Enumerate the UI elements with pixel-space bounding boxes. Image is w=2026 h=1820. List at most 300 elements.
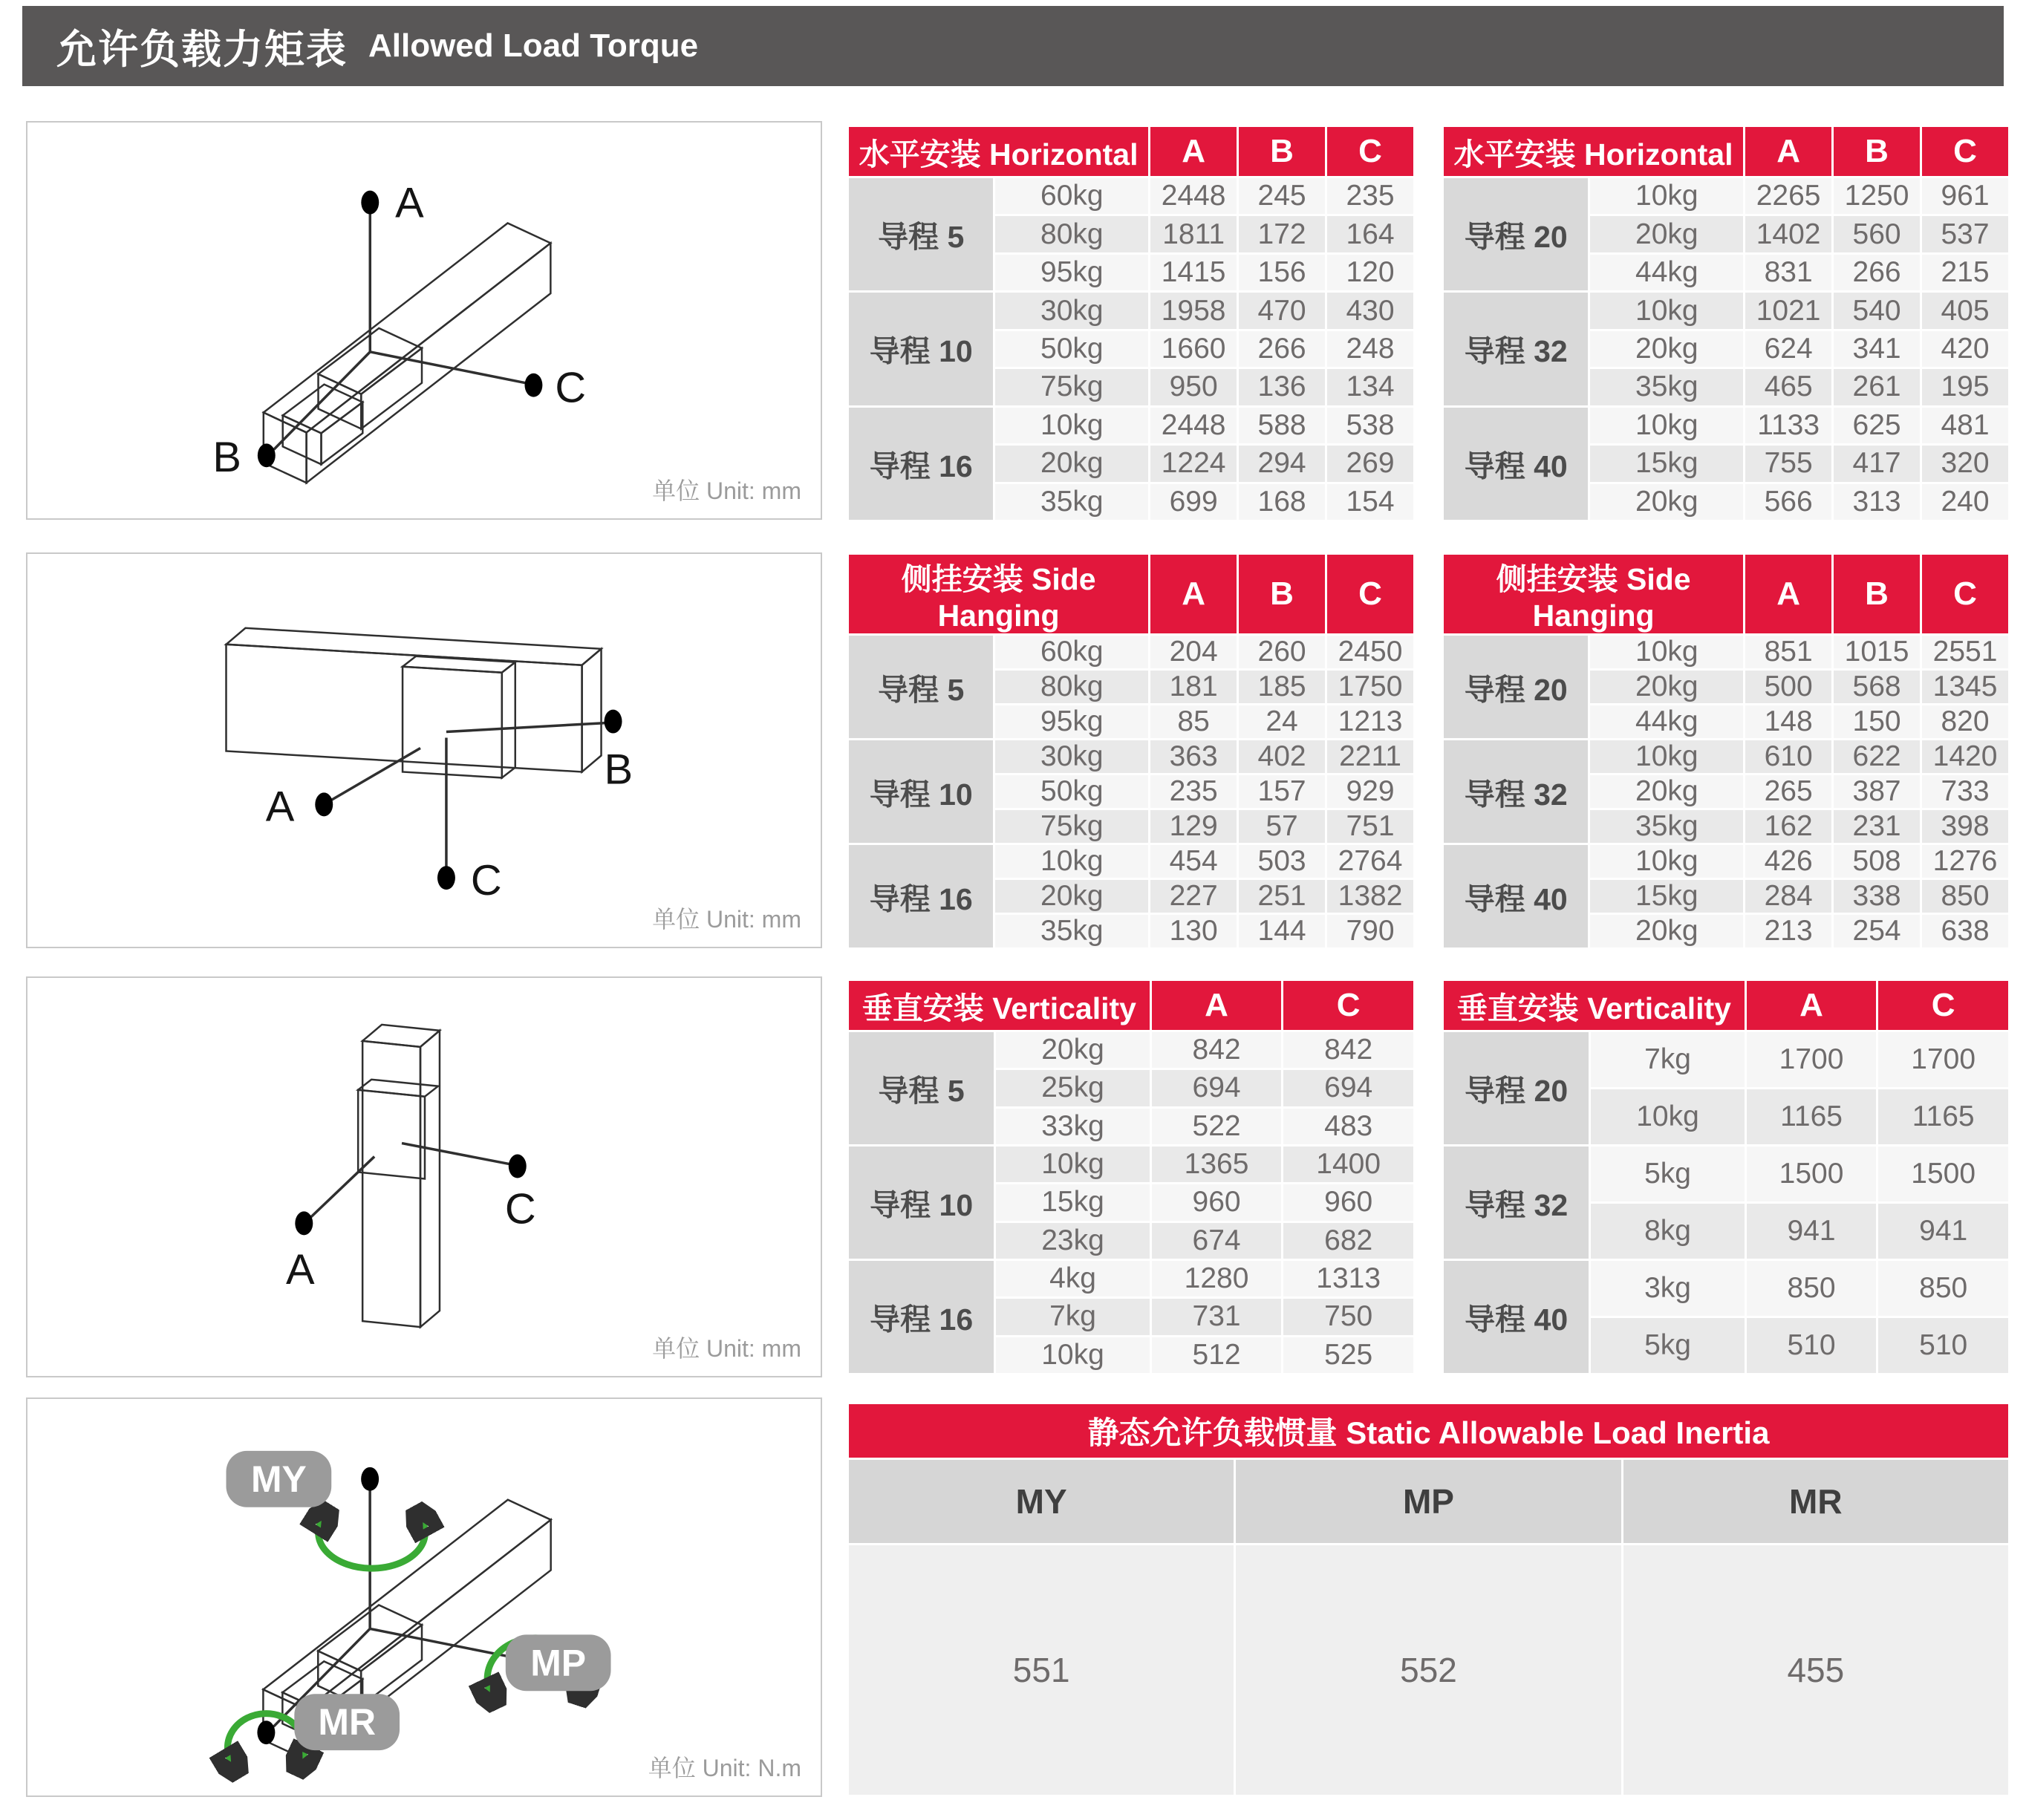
load-cell: 35kg	[995, 484, 1148, 521]
value-cell: 260	[1239, 636, 1325, 668]
value-cell: 1276	[1922, 845, 2008, 878]
my-badge-label: MY	[250, 1458, 307, 1500]
value-cell: 470	[1239, 293, 1325, 328]
column-header-c: C	[1878, 981, 2008, 1030]
value-cell: 503	[1239, 845, 1325, 878]
column-header-c: C	[1283, 981, 1413, 1030]
value-cell: 294	[1239, 446, 1325, 481]
load-cell: 20kg	[1590, 915, 1743, 947]
value-cell: 215	[1922, 255, 2008, 290]
load-cell: 80kg	[995, 671, 1148, 703]
value-cell: 699	[1150, 484, 1237, 521]
table-row	[1444, 1032, 2008, 1087]
value-cell: 235	[1327, 178, 1413, 214]
axis-b-dot	[605, 710, 622, 734]
lead-group-label: 导程 40	[1444, 845, 1588, 947]
value-cell: 566	[1745, 484, 1831, 521]
value-cell: 483	[1283, 1109, 1413, 1144]
table-row	[849, 1147, 1413, 1182]
torque-axes-drawing	[27, 1399, 821, 1795]
value-cell: 269	[1327, 446, 1413, 481]
value-cell: 2211	[1327, 740, 1413, 773]
table-title: 垂直安装 Verticality	[1444, 981, 1745, 1030]
value-cell: 2448	[1150, 178, 1237, 214]
value-cell: 674	[1152, 1223, 1282, 1259]
value-cell: 164	[1327, 216, 1413, 252]
value-cell: 941	[1878, 1204, 2008, 1259]
value-cell: 538	[1327, 408, 1413, 443]
table-row	[849, 1261, 1413, 1296]
load-cell: 60kg	[995, 636, 1148, 668]
load-cell: 8kg	[1591, 1204, 1745, 1259]
load-cell: 33kg	[996, 1109, 1150, 1144]
load-cell: 20kg	[996, 1032, 1150, 1068]
diagram-horizontal-mounting	[26, 121, 822, 520]
lead-group-label: 导程 16	[849, 845, 993, 947]
value-cell: 1811	[1150, 216, 1237, 252]
value-cell: 1133	[1745, 408, 1831, 443]
inertia-value-my: 551	[849, 1545, 1234, 1795]
value-cell: 134	[1327, 369, 1413, 405]
column-header-a: A	[1745, 555, 1831, 633]
load-cell: 44kg	[1590, 255, 1743, 290]
value-cell: 682	[1283, 1223, 1413, 1259]
value-cell: 430	[1327, 293, 1413, 328]
load-cell: 35kg	[995, 915, 1148, 947]
my-rotation-arrow	[319, 1519, 426, 1568]
value-cell: 150	[1834, 705, 1920, 738]
load-cell: 75kg	[995, 369, 1148, 405]
lead-group-label: 导程 10	[849, 293, 993, 405]
inertia-value-mp: 552	[1236, 1545, 1621, 1795]
table-row	[849, 178, 1413, 214]
value-cell: 790	[1327, 915, 1413, 947]
value-cell: 148	[1745, 705, 1831, 738]
table-row	[849, 408, 1413, 443]
load-cell: 3kg	[1591, 1261, 1745, 1316]
value-cell: 508	[1834, 845, 1920, 878]
value-cell: 85	[1150, 705, 1237, 738]
value-cell: 1700	[1747, 1032, 1877, 1087]
load-cell: 7kg	[1591, 1032, 1745, 1087]
value-cell: 625	[1834, 408, 1920, 443]
unit-caption: 单位 Unit: mm	[652, 906, 801, 933]
table-side-hanging-left	[847, 552, 1416, 948]
load-cell: 50kg	[995, 331, 1148, 367]
value-cell: 694	[1283, 1070, 1413, 1106]
inertia-col-mr: MR	[1623, 1460, 2008, 1543]
table-row	[849, 1032, 1413, 1068]
value-cell: 231	[1834, 810, 1920, 843]
load-cell: 10kg	[1590, 740, 1743, 773]
value-cell: 1345	[1922, 671, 2008, 703]
table-title: 水平安装 Horizontal	[849, 127, 1148, 176]
load-cell: 10kg	[1590, 636, 1743, 668]
load-cell: 10kg	[1590, 293, 1743, 328]
axis-c-label: C	[504, 1185, 536, 1233]
unit-caption: 单位 Unit: mm	[652, 477, 801, 504]
load-cell: 10kg	[1590, 178, 1743, 214]
value-cell: 755	[1745, 446, 1831, 481]
load-cell: 25kg	[996, 1070, 1150, 1106]
value-cell: 522	[1152, 1109, 1282, 1144]
value-cell: 622	[1834, 740, 1920, 773]
value-cell: 481	[1922, 408, 2008, 443]
mp-badge-label: MP	[530, 1642, 587, 1684]
value-cell: 1420	[1922, 740, 2008, 773]
value-cell: 1213	[1327, 705, 1413, 738]
lead-group-label: 导程 20	[1444, 1032, 1589, 1144]
value-cell: 144	[1239, 915, 1325, 947]
value-cell: 525	[1283, 1337, 1413, 1373]
value-cell: 181	[1150, 671, 1237, 703]
load-cell: 30kg	[995, 293, 1148, 328]
value-cell: 961	[1922, 178, 2008, 214]
axis-a-label: A	[395, 179, 424, 227]
axis-b-label: B	[212, 434, 241, 482]
table-verticality-left	[847, 979, 1416, 1375]
value-cell: 850	[1922, 880, 2008, 913]
axis-a-label: A	[265, 783, 295, 831]
value-cell: 420	[1922, 331, 2008, 367]
value-cell: 1250	[1834, 178, 1920, 214]
value-cell: 1500	[1878, 1147, 2008, 1201]
diagram-side-hanging-mounting	[26, 552, 822, 948]
load-cell: 95kg	[995, 255, 1148, 290]
value-cell: 240	[1922, 484, 2008, 521]
table-horizontal-left	[847, 125, 1416, 522]
table-title: 侧挂安装 Side Hanging	[1444, 555, 1743, 633]
value-cell: 265	[1745, 775, 1831, 808]
load-cell: 80kg	[995, 216, 1148, 252]
load-cell: 10kg	[995, 408, 1148, 443]
value-cell: 248	[1327, 331, 1413, 367]
value-cell: 338	[1834, 880, 1920, 913]
value-cell: 1015	[1834, 636, 1920, 668]
lead-group-label: 导程 5	[849, 1032, 994, 1144]
unit-caption: 单位 Unit: N.m	[648, 1755, 801, 1781]
value-cell: 750	[1283, 1299, 1413, 1334]
page-title-zh: 允许负载力矩表	[56, 27, 348, 72]
column-header-c: C	[1327, 555, 1413, 633]
value-cell: 624	[1745, 331, 1831, 367]
lead-group-label: 导程 20	[1444, 636, 1588, 738]
column-header-b: B	[1834, 127, 1920, 176]
value-cell: 129	[1150, 810, 1237, 843]
roll-axis-dot	[257, 1720, 275, 1744]
column-header-a: A	[1747, 981, 1877, 1030]
value-cell: 130	[1150, 915, 1237, 947]
axis-c-dot	[509, 1155, 527, 1178]
value-cell: 24	[1239, 705, 1325, 738]
value-cell: 512	[1152, 1337, 1282, 1373]
load-cell: 35kg	[1590, 810, 1743, 843]
load-cell: 15kg	[1590, 880, 1743, 913]
value-cell: 402	[1239, 740, 1325, 773]
load-cell: 20kg	[1590, 484, 1743, 521]
column-header-b: B	[1239, 127, 1325, 176]
lead-group-label: 导程 20	[1444, 178, 1588, 290]
value-cell: 195	[1922, 369, 2008, 405]
value-cell: 387	[1834, 775, 1920, 808]
torque-table	[1442, 979, 2010, 1375]
value-cell: 2448	[1150, 408, 1237, 443]
column-header-a: A	[1152, 981, 1282, 1030]
table-row	[1444, 293, 2008, 328]
load-cell: 75kg	[995, 810, 1148, 843]
value-cell: 213	[1745, 915, 1831, 947]
value-cell: 941	[1747, 1204, 1877, 1259]
load-cell: 4kg	[996, 1261, 1150, 1296]
value-cell: 731	[1152, 1299, 1282, 1334]
value-cell: 245	[1239, 178, 1325, 214]
table-row	[1444, 408, 2008, 443]
lead-group-label: 导程 40	[1444, 1261, 1589, 1373]
table-row	[849, 293, 1413, 328]
value-cell: 850	[1878, 1261, 2008, 1316]
value-cell: 2764	[1327, 845, 1413, 878]
table-row	[849, 740, 1413, 773]
vertical-mounting-drawing	[27, 978, 821, 1376]
table-horizontal-right	[1442, 125, 2010, 522]
load-cell: 20kg	[995, 446, 1148, 481]
value-cell: 1365	[1152, 1147, 1282, 1182]
lead-group-label: 导程 16	[849, 1261, 994, 1373]
column-header-a: A	[1150, 127, 1237, 176]
value-cell: 2551	[1922, 636, 2008, 668]
value-cell: 588	[1239, 408, 1325, 443]
axis-c-label: C	[470, 857, 502, 905]
value-cell: 172	[1239, 216, 1325, 252]
axis-c-dot	[524, 374, 542, 397]
load-cell: 60kg	[995, 178, 1148, 214]
load-cell: 44kg	[1590, 705, 1743, 738]
value-cell: 960	[1283, 1184, 1413, 1220]
load-cell: 95kg	[995, 705, 1148, 738]
load-cell: 10kg	[1590, 408, 1743, 443]
value-cell: 850	[1747, 1261, 1877, 1316]
value-cell: 510	[1878, 1318, 2008, 1373]
lead-group-label: 导程 40	[1444, 408, 1588, 520]
load-cell: 10kg	[1591, 1089, 1745, 1144]
value-cell: 1660	[1150, 331, 1237, 367]
table-row	[1444, 1261, 2008, 1316]
value-cell: 1400	[1283, 1147, 1413, 1182]
load-cell: 20kg	[995, 880, 1148, 913]
table-row	[1444, 845, 2008, 878]
axis-a-dot	[295, 1211, 313, 1235]
torque-table	[847, 125, 1416, 522]
table-side-hanging-right	[1442, 552, 2010, 948]
table-row	[849, 845, 1413, 878]
value-cell: 405	[1922, 293, 2008, 328]
inertia-table-title: 静态允许负载惯量 Static Allowable Load Inertia	[849, 1404, 2008, 1458]
value-cell: 1280	[1152, 1261, 1282, 1296]
load-cell: 5kg	[1591, 1318, 1745, 1373]
value-cell: 1402	[1745, 216, 1831, 252]
value-cell: 950	[1150, 369, 1237, 405]
table-verticality-right	[1442, 979, 2010, 1375]
table-row	[1444, 740, 2008, 773]
column-header-a: A	[1150, 555, 1237, 633]
table-row	[849, 636, 1413, 668]
axis-c-label: C	[555, 364, 587, 412]
load-cell: 10kg	[996, 1337, 1150, 1373]
value-cell: 465	[1745, 369, 1831, 405]
value-cell: 417	[1834, 446, 1920, 481]
value-cell: 235	[1150, 775, 1237, 808]
table-row	[1444, 178, 2008, 214]
table-title: 水平安装 Horizontal	[1444, 127, 1743, 176]
load-cell: 20kg	[1590, 216, 1743, 252]
value-cell: 266	[1834, 255, 1920, 290]
value-cell: 168	[1239, 484, 1325, 521]
table-row	[1444, 1147, 2008, 1201]
lead-group-label: 导程 32	[1444, 740, 1588, 843]
value-cell: 540	[1834, 293, 1920, 328]
load-cell: 30kg	[995, 740, 1148, 773]
value-cell: 560	[1834, 216, 1920, 252]
value-cell: 2450	[1327, 636, 1413, 668]
value-cell: 960	[1152, 1184, 1282, 1220]
value-cell: 2265	[1745, 178, 1831, 214]
axis-a-dot	[315, 792, 333, 816]
unit-caption: 单位 Unit: mm	[652, 1335, 801, 1362]
value-cell: 851	[1745, 636, 1831, 668]
lead-group-label: 导程 32	[1444, 1147, 1589, 1259]
load-cell: 10kg	[995, 845, 1148, 878]
value-cell: 227	[1150, 880, 1237, 913]
value-cell: 510	[1747, 1318, 1877, 1373]
axis-a-label: A	[286, 1246, 315, 1294]
value-cell: 694	[1152, 1070, 1282, 1106]
value-cell: 154	[1327, 484, 1413, 521]
value-cell: 120	[1327, 255, 1413, 290]
value-cell: 1165	[1878, 1089, 2008, 1144]
value-cell: 454	[1150, 845, 1237, 878]
value-cell: 162	[1745, 810, 1831, 843]
load-cell: 20kg	[1590, 331, 1743, 367]
load-cell: 35kg	[1590, 369, 1743, 405]
value-cell: 842	[1283, 1032, 1413, 1068]
lead-group-label: 导程 16	[849, 408, 993, 520]
load-cell: 23kg	[996, 1223, 1150, 1259]
value-cell: 831	[1745, 255, 1831, 290]
value-cell: 254	[1834, 915, 1920, 947]
page-title-en: Allowed Load Torque	[368, 27, 699, 64]
value-cell: 261	[1834, 369, 1920, 405]
value-cell: 568	[1834, 671, 1920, 703]
value-cell: 842	[1152, 1032, 1282, 1068]
load-cell: 10kg	[996, 1147, 1150, 1182]
axis-a-dot	[361, 191, 379, 215]
value-cell: 1700	[1878, 1032, 2008, 1087]
value-cell: 1021	[1745, 293, 1831, 328]
value-cell: 1750	[1327, 671, 1413, 703]
value-cell: 398	[1922, 810, 2008, 843]
value-cell: 1382	[1327, 880, 1413, 913]
load-cell: 5kg	[1591, 1147, 1745, 1201]
value-cell: 638	[1922, 915, 2008, 947]
mr-badge-label: MR	[318, 1701, 376, 1744]
lead-group-label: 导程 10	[849, 740, 993, 843]
value-cell: 363	[1150, 740, 1237, 773]
axis-b-label: B	[604, 746, 633, 794]
table-static-load-inertia	[847, 1402, 2010, 1797]
axis-c-dot	[437, 866, 455, 890]
value-cell: 313	[1834, 484, 1920, 521]
value-cell: 751	[1327, 810, 1413, 843]
value-cell: 820	[1922, 705, 2008, 738]
torque-table	[1442, 552, 2010, 950]
value-cell: 1165	[1747, 1089, 1877, 1144]
value-cell: 204	[1150, 636, 1237, 668]
lead-group-label: 导程 32	[1444, 293, 1588, 405]
load-cell: 10kg	[1590, 845, 1743, 878]
value-cell: 1958	[1150, 293, 1237, 328]
table-row	[1444, 636, 2008, 668]
inertia-value-mr: 455	[1623, 1545, 2008, 1795]
load-cell: 15kg	[1590, 446, 1743, 481]
value-cell: 136	[1239, 369, 1325, 405]
value-cell: 500	[1745, 671, 1831, 703]
axis-b-dot	[258, 443, 276, 467]
torque-table	[1442, 125, 2010, 522]
value-cell: 733	[1922, 775, 2008, 808]
lead-group-label: 导程 10	[849, 1147, 994, 1259]
value-cell: 156	[1239, 255, 1325, 290]
load-cell: 7kg	[996, 1299, 1150, 1334]
column-header-c: C	[1922, 127, 2008, 176]
table-title: 垂直安装 Verticality	[849, 981, 1150, 1030]
value-cell: 185	[1239, 671, 1325, 703]
inertia-col-mp: MP	[1236, 1460, 1621, 1543]
diagram-vertical-mounting	[26, 976, 822, 1377]
column-header-b: B	[1834, 555, 1920, 633]
value-cell: 1415	[1150, 255, 1237, 290]
column-header-b: B	[1239, 555, 1325, 633]
side-hanging-drawing	[27, 554, 821, 947]
load-cell: 15kg	[996, 1184, 1150, 1220]
load-cell: 20kg	[1590, 775, 1743, 808]
table-title: 侧挂安装 Side Hanging	[849, 555, 1148, 633]
value-cell: 341	[1834, 331, 1920, 367]
value-cell: 266	[1239, 331, 1325, 367]
torque-table	[847, 552, 1416, 950]
value-cell: 157	[1239, 775, 1325, 808]
torque-table	[847, 979, 1416, 1375]
diagram-torque-axes	[26, 1397, 822, 1797]
yaw-axis-dot	[361, 1467, 379, 1491]
value-cell: 610	[1745, 740, 1831, 773]
value-cell: 1313	[1283, 1261, 1413, 1296]
load-cell: 50kg	[995, 775, 1148, 808]
value-cell: 284	[1745, 880, 1831, 913]
value-cell: 929	[1327, 775, 1413, 808]
value-cell: 1500	[1747, 1147, 1877, 1201]
lead-group-label: 导程 5	[849, 178, 993, 290]
column-header-c: C	[1327, 127, 1413, 176]
column-header-c: C	[1922, 555, 2008, 633]
value-cell: 1224	[1150, 446, 1237, 481]
load-cell: 20kg	[1590, 671, 1743, 703]
lead-group-label: 导程 5	[849, 636, 993, 738]
column-header-a: A	[1745, 127, 1831, 176]
value-cell: 537	[1922, 216, 2008, 252]
value-cell: 320	[1922, 446, 2008, 481]
value-cell: 251	[1239, 880, 1325, 913]
value-cell: 426	[1745, 845, 1831, 878]
